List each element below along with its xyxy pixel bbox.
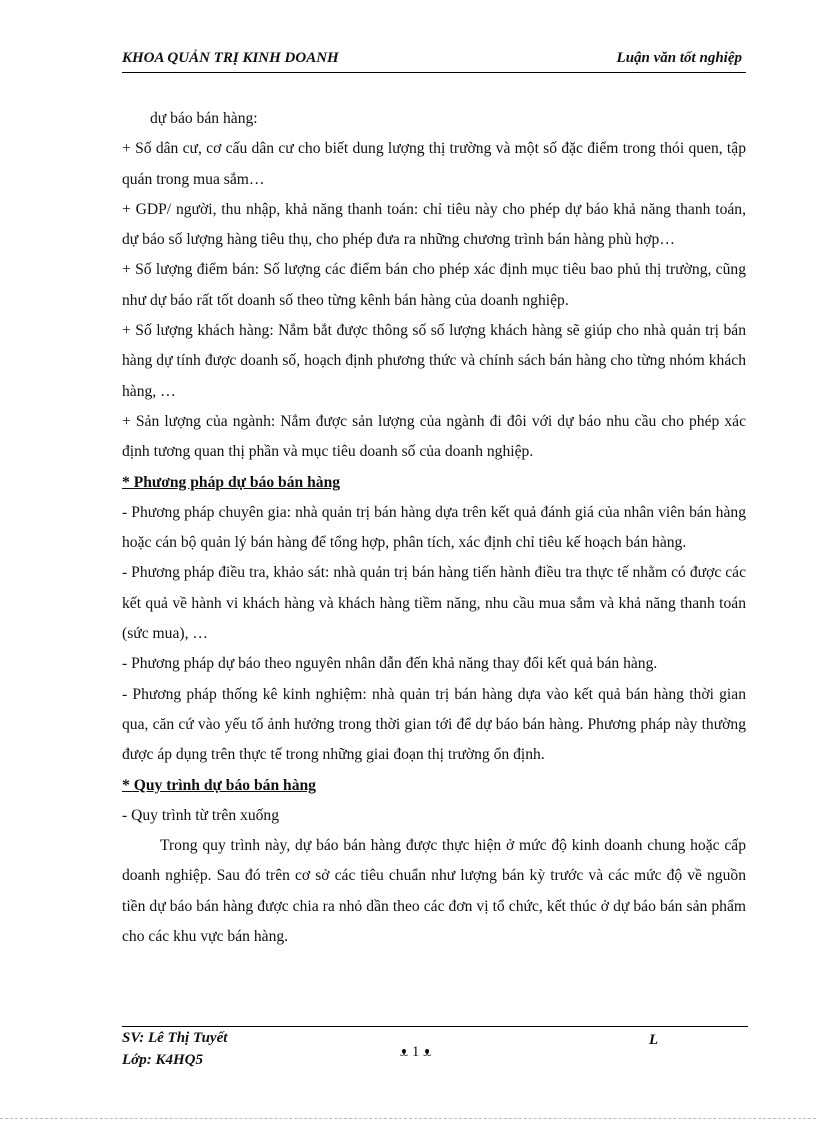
paragraph: + Số lượng khách hàng: Nắm bắt được thông số số lượng khách hàng sẽ giúp cho nhà quản trị bán hàng dự tính được doanh số, hoạch định phương thức và chính sách bán hàng cho từng nhóm khách hàng, … (122, 322, 746, 400)
class-name: Lớp: K4HQ5 (122, 1052, 203, 1068)
footer-mark: L (649, 1032, 659, 1048)
paragraph: - Phương pháp dự báo theo nguyên nhân dẫn đến khả năng thay đổi kết quả bán hàng. (122, 655, 658, 673)
document-body (122, 104, 746, 952)
section-heading: * Phương pháp dự báo bán hàng (122, 473, 341, 491)
paragraph: - Phương pháp điều tra, khảo sát: nhà quản trị bán hàng tiến hành điều tra thực tế nhằm có được các kết quả về hành vi khách hàng và khách hàng tiềm năng, nhu cầu mua sắm và khả năng thanh toán (sức mua), … (122, 564, 746, 643)
section-heading: * Quy trình dự báo bán hàng (122, 776, 316, 794)
paragraph: + Sản lượng của ngành: Nắm được sản lượng của ngành đi đôi với dự báo nhu cầu cho phép xác định tương quan thị phần và mục tiêu doanh số của doanh nghiệp. (122, 412, 746, 461)
footer-divider (122, 1026, 748, 1027)
paragraph: + Số lượng điểm bán: Số lượng các điểm bán cho phép xác định mục tiêu bao phủ thị trường, cũng như dự báo rất tốt doanh số theo từng kênh bán hàng của doanh nghiệp. (122, 261, 746, 309)
paragraph: - Phương pháp thống kê kinh nghiệm: nhà quản trị bán hàng dựa vào kết quả bán hàng thời gian qua, căn cứ vào yếu tố ảnh hưởng trong thời gian tới để dự báo bán hàng. Phương pháp này thường được áp dụng trên thực tế trong những giai đoạn thị trường ổn định. (122, 685, 746, 764)
faculty-title: KHOA QUẢN TRỊ KINH DOANH (122, 50, 339, 66)
page-header (122, 48, 746, 73)
paragraph: - Quy trình từ trên xuống (122, 806, 280, 824)
paragraph: + GDP/ người, thu nhập, khả năng thanh toán: chỉ tiêu này cho phép dự báo khả năng thanh toán, dự báo số lượng hàng tiêu thụ, cho phép đưa ra những chương trình bán hàng phù hợp… (122, 200, 746, 249)
student-name: SV: Lê Thị Tuyết (122, 1030, 228, 1046)
document-type: Luận văn tốt nghiệp (616, 50, 742, 66)
paragraph: dự báo bán hàng: (150, 110, 258, 127)
paragraph: Trong quy trình này, dự báo bán hàng được thực hiện ở mức độ kinh doanh chung hoặc cấp doanh nghiệp. Sau đó trên cơ sở các tiêu chuẩn như lượng bán kỳ trước và các mức độ về nguồn tiền dự báo bán hàng được chia ra nhỏ dần theo các đơn vị tổ chức, kết thúc ở dự báo bán sản phẩm cho các khu vực bán hàng. (122, 837, 746, 946)
page-number: ᴥ 1 ᴥ (400, 1044, 432, 1060)
paragraph: + Số dân cư, cơ cấu dân cư cho biết dung lượng thị trường và một số đặc điểm trong thói quen, tập quán trong mua sắm… (122, 140, 746, 188)
page-footer (122, 1030, 748, 1070)
page-break-line (0, 1118, 816, 1119)
paragraph: - Phương pháp chuyên gia: nhà quản trị bán hàng dựa trên kết quả đánh giá của nhân viên bán hàng hoặc cán bộ quản lý bán hàng để tổng hợp, phân tích, xác định chỉ tiêu kế hoạch bán hàng. (122, 503, 746, 552)
